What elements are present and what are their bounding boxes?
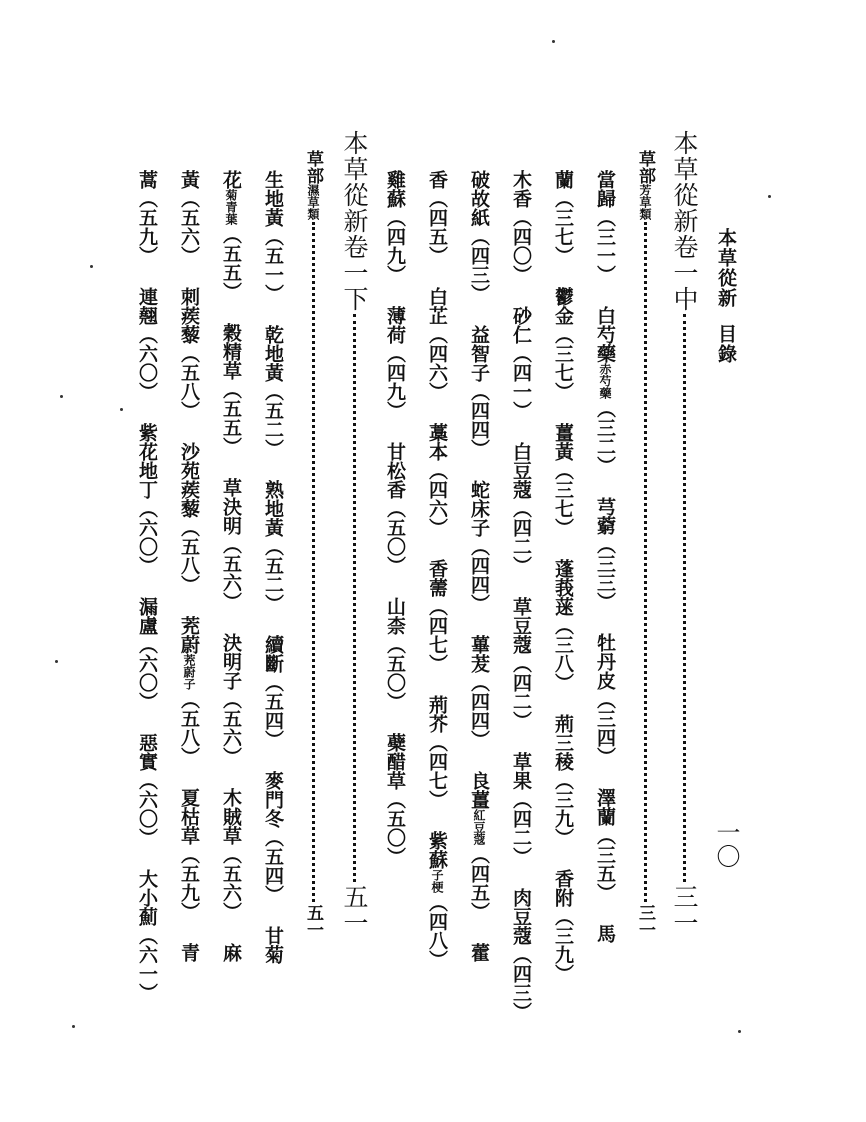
entry-column-7 <box>263 170 282 964</box>
entry-page: （三二） <box>594 399 616 475</box>
entry: 生地黃（五一） <box>262 170 284 303</box>
entry: 雞蘇（四九） <box>384 170 406 284</box>
entry: 甘松香（五〇） <box>384 442 406 575</box>
entry-page: （五五） <box>220 225 242 301</box>
section-title: 目錄 <box>715 324 737 364</box>
entry-column-6 <box>385 170 404 866</box>
entry: 澤蘭（三五） <box>594 788 616 902</box>
entry-page: （四五） <box>468 845 490 921</box>
entry: 破故紙（四三） <box>468 170 490 303</box>
entry: 馬 <box>594 924 616 943</box>
entry: 花 <box>220 170 242 189</box>
entry: 山柰（五〇） <box>384 597 406 711</box>
entry: 大小薊（六一） <box>136 869 158 1002</box>
entry-note: 赤芍藥 <box>598 363 612 399</box>
entry: 刺蒺藜（五八） <box>178 287 200 420</box>
entry: 漏盧（六〇） <box>136 597 158 711</box>
leader-dots <box>683 314 686 882</box>
scan-speck <box>552 40 555 43</box>
entry-note: 子梗 <box>430 869 444 893</box>
scan-speck <box>120 408 123 411</box>
entry: 白芷（四六） <box>426 287 448 401</box>
entry: 草決明（五六） <box>220 478 242 611</box>
entry: 香薷（四七） <box>426 559 448 673</box>
volume-heading-xia <box>342 130 367 936</box>
entry: 熟地黃（五二） <box>262 480 284 613</box>
scan-speck <box>60 395 63 398</box>
scan-speck <box>738 1030 741 1033</box>
entry-column-1 <box>595 170 614 943</box>
entry: 薑黃（三七） <box>552 423 574 537</box>
entry: 荊三稜（三九） <box>552 714 574 847</box>
entry: 麻 <box>220 943 242 962</box>
subsection-shicao <box>304 150 321 938</box>
volume-title: 本草從新卷一下 <box>340 130 369 312</box>
entry: 茺蔚 <box>178 616 200 654</box>
entry: 蒿（五九） <box>136 170 158 265</box>
entry: 薄荷（四九） <box>384 306 406 420</box>
volume-page: 五一 <box>340 884 369 936</box>
subsection-page: 三一 <box>635 904 655 938</box>
entry: 紫花地丁（六〇） <box>136 423 158 575</box>
entry: 芎藭（三三） <box>594 497 616 611</box>
leader-dots <box>353 314 356 882</box>
entry: 連翹（六〇） <box>136 287 158 401</box>
entry: 穀精草（五五） <box>220 323 242 456</box>
subsection-small-label: 芳草類 <box>638 184 652 220</box>
entry: 益智子（四四） <box>468 325 490 458</box>
entry: 甘菊 <box>262 926 284 964</box>
entry: 藿 <box>468 943 490 962</box>
entry-column-4 <box>469 170 488 962</box>
entry: 紫蘇 <box>426 831 448 869</box>
entry: 麥門冬（五四） <box>262 771 284 904</box>
entry: 鬱金（三七） <box>552 287 574 401</box>
entry-column-8 <box>221 170 240 962</box>
entry: 木賊草（五六） <box>220 788 242 921</box>
entry: 青 <box>178 943 200 962</box>
entry: 黃（五六） <box>178 170 200 265</box>
entry: 草果（四二） <box>510 752 532 866</box>
entry-page: （五八） <box>178 690 200 766</box>
entry: 肉豆蔻（四三） <box>510 888 532 1021</box>
entry-note: 茺蔚子 <box>182 654 196 690</box>
entry: 續斷（五四） <box>262 635 284 749</box>
subsection-fangcao <box>636 150 653 938</box>
volume-page: 三一 <box>670 884 699 936</box>
entry: 白豆蔻（四二） <box>510 442 532 575</box>
scan-speck <box>72 1025 75 1028</box>
entry: 荊芥（四七） <box>426 695 448 809</box>
entry: 決明子（五六） <box>220 633 242 766</box>
entry-note: 菊青葉 <box>224 189 238 225</box>
entry: 白芍藥 <box>594 306 616 363</box>
entry: 沙苑蒺藜（五八） <box>178 442 200 594</box>
page-number: 一〇 <box>712 820 740 868</box>
entry-column-9 <box>179 170 198 962</box>
entry: 惡實（六〇） <box>136 733 158 847</box>
leader-dots <box>312 222 315 902</box>
volume-heading-zhong <box>672 130 697 936</box>
volume-title: 本草從新卷一中 <box>670 130 699 312</box>
subsection-page: 五一 <box>303 904 323 938</box>
entry: 草豆蔻（四二） <box>510 597 532 730</box>
entry-column-5 <box>427 170 446 969</box>
entry: 牡丹皮（三四） <box>594 633 616 766</box>
entry: 夏枯草（五九） <box>178 788 200 921</box>
entry: 香（四五） <box>426 170 448 265</box>
entry: 良薑 <box>468 771 490 809</box>
entry: 蓽茇（四四） <box>468 635 490 749</box>
entry: 當歸（三一） <box>594 170 616 284</box>
entry: 木香（四〇） <box>510 170 532 284</box>
running-head <box>716 228 735 364</box>
entry: 藁本（四六） <box>426 423 448 537</box>
entry-page: （四八） <box>426 893 448 969</box>
scan-speck <box>768 195 771 198</box>
entry: 蛇床子（四四） <box>468 480 490 613</box>
entry: 蘗醋草（五〇） <box>384 733 406 866</box>
entry-column-10 <box>137 170 156 1002</box>
leader-dots <box>644 222 647 902</box>
subsection-small-label: 濕草類 <box>306 184 320 220</box>
scan-speck <box>55 660 58 663</box>
subsection-label: 草部 <box>635 150 655 184</box>
book-title: 本草從新 <box>715 228 737 308</box>
entry-note: 紅豆蔻 <box>472 809 486 845</box>
entry: 蓬莪蒾（三八） <box>552 559 574 692</box>
entry: 香附（三九） <box>552 869 574 983</box>
scan-speck <box>90 265 93 268</box>
subsection-label: 草部 <box>303 150 323 184</box>
entry: 砂仁（四一） <box>510 306 532 420</box>
entry-column-2 <box>553 170 572 983</box>
entry-column-3 <box>511 170 530 1021</box>
entry: 乾地黃（五二） <box>262 325 284 458</box>
entry: 蘭（三七） <box>552 170 574 265</box>
